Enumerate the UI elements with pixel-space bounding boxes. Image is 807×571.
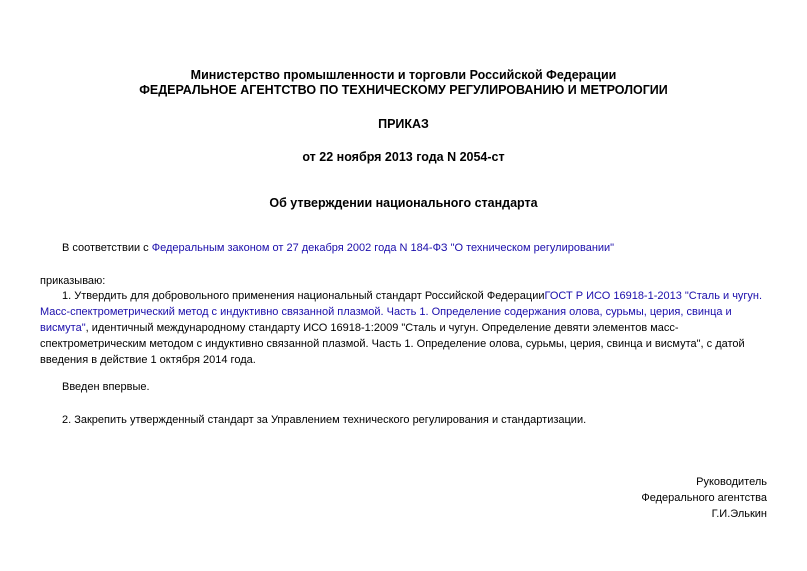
- document-date-number: от 22 ноября 2013 года N 2054-ст: [302, 150, 505, 164]
- signature-position: Руководитель: [696, 476, 767, 488]
- document-title: Об утверждении национального стандарта: [269, 196, 538, 210]
- item-1-paragraph: [40, 288, 767, 368]
- agency-heading: ФЕДЕРАЛЬНОЕ АГЕНТСТВО ПО ТЕХНИЧЕСКОМУ РЕГУЛИРОВАНИЮ И МЕТРОЛОГИИ: [139, 83, 668, 97]
- basis-prefix: В соответствии с: [62, 242, 152, 254]
- introduced-note: Введен впервые.: [62, 381, 150, 393]
- item-1-suffix: , идентичный международному стандарту ИСО 16918-1:2009 "Сталь и чугун. Определение девяти элементов масс-спектрометрическим методом с индуктивно связанной плазмой. Часть 1. Определение олова, сурьмы, церия, свинца и висмута", с датой введения в действие 1 октября 2014 года.: [40, 322, 745, 366]
- basis-paragraph: [40, 240, 767, 256]
- item-1-prefix: 1. Утвердить для добровольного применения национальный стандарт Российской Федерации: [62, 290, 545, 302]
- federal-law-link[interactable]: Федеральным законом от 27 декабря 2002 года N 184-ФЗ "О техническом регулировании": [151, 242, 615, 254]
- document-type: ПРИКАЗ: [378, 117, 429, 131]
- gost-link[interactable]: ГОСТ Р ИСО 16918-1-2013 "Сталь и чугун. Масс-спектрометрический метод с индуктивно связанной плазмой. Часть 1. Определение содержания олова, сурьмы, церия, свинца и висмута": [40, 290, 763, 334]
- item-2-paragraph: 2. Закрепить утвержденный стандарт за Управлением технического регулирования и стандартизации.: [62, 414, 587, 426]
- order-word: приказываю:: [40, 275, 106, 287]
- ministry-heading: Министерство промышленности и торговли Российской Федерации: [190, 68, 617, 82]
- signature-agency: Федерального агентства: [641, 492, 767, 504]
- signature-name: Г.И.Элькин: [711, 508, 767, 520]
